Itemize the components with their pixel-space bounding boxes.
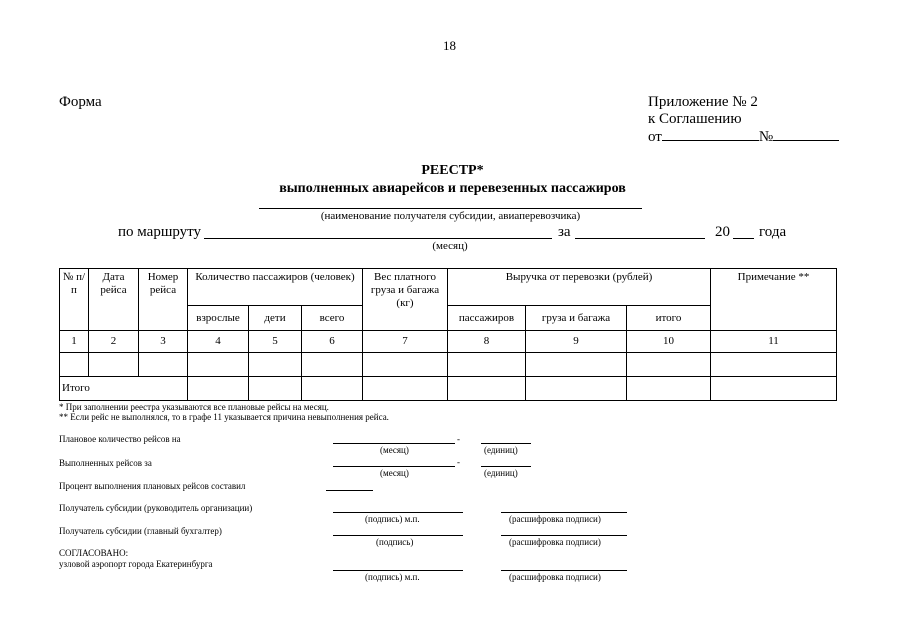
column-number: 5	[249, 331, 302, 353]
month-caption: (месяц)	[432, 240, 468, 252]
accountant-sign-line[interactable]	[333, 535, 463, 536]
appendix-block	[648, 94, 839, 146]
planned-units-caption: (единиц)	[484, 445, 518, 455]
column-number: 8	[448, 331, 526, 353]
table-cell[interactable]	[249, 353, 302, 377]
column-number: 6	[302, 331, 363, 353]
head-sign-caption: (подпись) м.п.	[365, 514, 420, 524]
total-row	[60, 377, 837, 401]
title-main: РЕЕСТР*	[421, 163, 484, 178]
register-table	[59, 268, 837, 401]
header-children: дети	[249, 306, 302, 331]
table-cell[interactable]	[711, 377, 837, 401]
recipient-line	[259, 208, 642, 209]
header-num: № п/п	[60, 269, 89, 331]
completed-label: Выполненных рейсов за	[59, 458, 152, 468]
table-cell[interactable]	[526, 353, 627, 377]
airport-decode-line[interactable]	[501, 570, 627, 571]
header-passengers: Количество пассажиров (человек)	[188, 269, 363, 306]
column-number: 11	[711, 331, 837, 353]
airport-decode-caption: (расшифровка подписи)	[509, 572, 601, 582]
year-suffix: года	[759, 224, 787, 240]
completed-units-caption: (единиц)	[484, 468, 518, 478]
header-flight: Номер рейса	[139, 269, 188, 331]
form-label: Форма	[59, 94, 102, 110]
appendix-number: №	[758, 129, 774, 145]
accountant-sign-caption: (подпись)	[376, 537, 414, 547]
column-number: 3	[139, 331, 188, 353]
table-cell[interactable]	[302, 377, 363, 401]
route-for: за	[558, 224, 571, 240]
date-blank	[662, 128, 759, 141]
header-date: Дата рейса	[89, 269, 139, 331]
number-blank	[773, 128, 839, 141]
table-cell[interactable]	[448, 353, 526, 377]
completed-dash: -	[457, 457, 460, 467]
airport-sign-caption: (подпись) м.п.	[365, 572, 420, 582]
header-revenue: Выручка от перевозки (рублей)	[448, 269, 711, 306]
footnote-1: * При заполнении реестра указываются все плановые рейсы на месяц.	[59, 402, 329, 412]
year-prefix: 20	[715, 224, 730, 240]
table-cell[interactable]	[249, 377, 302, 401]
title-sub: выполненных авиарейсов и перевезенных пассажиров	[279, 181, 626, 196]
column-number: 1	[60, 331, 89, 353]
percent-blank[interactable]	[326, 490, 373, 491]
header-rev-passengers: пассажиров	[448, 306, 526, 331]
completed-month-blank[interactable]	[333, 466, 455, 467]
header-rev-total: итого	[627, 306, 711, 331]
table-cell[interactable]	[711, 353, 837, 377]
footnote-2: ** Если рейс не выполнялся, то в графе 11 указывается причина невыполнения рейса.	[59, 412, 389, 422]
column-number: 10	[627, 331, 711, 353]
table-cell[interactable]	[526, 377, 627, 401]
head-label: Получатель субсидии (руководитель организации)	[59, 503, 253, 513]
planned-dash: -	[457, 434, 460, 444]
planned-units-blank[interactable]	[481, 443, 531, 444]
head-decode-line[interactable]	[501, 512, 627, 513]
table-cell[interactable]	[139, 353, 188, 377]
table-cell[interactable]	[188, 377, 249, 401]
table-cell[interactable]	[60, 353, 89, 377]
head-decode-caption: (расшифровка подписи)	[509, 514, 601, 524]
table-cell[interactable]	[363, 353, 448, 377]
column-number: 4	[188, 331, 249, 353]
header-adults: взрослые	[188, 306, 249, 331]
head-sign-line[interactable]	[333, 512, 463, 513]
year-blank	[733, 238, 754, 239]
appendix-line2: к Соглашению	[648, 111, 742, 127]
total-label: Итого	[60, 377, 188, 401]
appendix-date-line	[648, 128, 839, 146]
airport-sign-line[interactable]	[333, 570, 463, 571]
table-cell[interactable]	[448, 377, 526, 401]
footnotes	[59, 402, 389, 422]
column-number: 9	[526, 331, 627, 353]
accountant-label: Получатель субсидии (главный бухгалтер)	[59, 526, 222, 536]
table-cell[interactable]	[89, 353, 139, 377]
table-cell[interactable]	[627, 353, 711, 377]
agreed-label: СОГЛАСОВАНО:	[59, 548, 129, 558]
percent-label: Процент выполнения плановых рейсов составил	[59, 481, 246, 491]
column-numbers-row	[60, 331, 837, 353]
column-number: 7	[363, 331, 448, 353]
table-cell[interactable]	[363, 377, 448, 401]
completed-units-blank[interactable]	[481, 466, 531, 467]
airport-label: узловой аэропорт города Екатеринбурга	[59, 559, 213, 569]
planned-label: Плановое количество рейсов на	[59, 434, 181, 444]
month-blank	[575, 238, 705, 239]
completed-month-caption: (месяц)	[380, 468, 409, 478]
accountant-decode-caption: (расшифровка подписи)	[509, 537, 601, 547]
accountant-decode-line[interactable]	[501, 535, 627, 536]
column-number: 2	[89, 331, 139, 353]
route-blank	[204, 238, 552, 239]
header-cargo-weight: Вес платного груза и багажа (кг)	[363, 269, 448, 331]
header-total: всего	[302, 306, 363, 331]
table-row	[60, 353, 837, 377]
recipient-caption: (наименование получателя субсидии, авиаперевозчика)	[320, 210, 581, 222]
table-cell[interactable]	[627, 377, 711, 401]
table-cell[interactable]	[188, 353, 249, 377]
route-label: по маршруту	[118, 224, 202, 240]
table-cell[interactable]	[302, 353, 363, 377]
page-number: 18	[443, 38, 456, 53]
appendix-line1: Приложение № 2	[648, 94, 758, 110]
header-note: Примечание **	[711, 269, 837, 331]
planned-month-caption: (месяц)	[380, 445, 409, 455]
planned-month-blank[interactable]	[333, 443, 455, 444]
header-rev-cargo: груза и багажа	[526, 306, 627, 331]
appendix-from: от	[648, 129, 662, 145]
